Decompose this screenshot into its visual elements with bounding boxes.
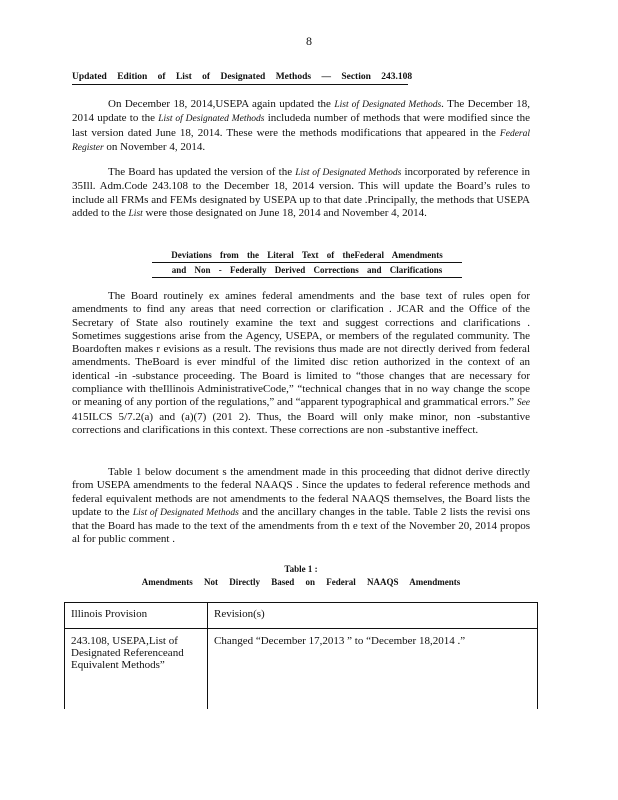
p3-text-c: 415ILCS 5/7.2(a) and (a)(7) (201 2). Thus, the Board will only make minor, non -substantive corrections and clarifications in this context. These corrections are non -substantive ineffect. (72, 410, 530, 436)
p4-text-c: and the ancillary changes in the table. Table 2 lists the revisi ons that the Board has made to the text of the amendments from th e text of the November 20, 2014 propos al for public comment . (72, 505, 530, 546)
p1-text-e: includeda number of methods that were modified since the last version dated June 18, 2014. These were the methods modifications that appeared in the (72, 112, 530, 139)
paragraph-4 (72, 466, 530, 547)
p1-text-a: On December 18, 2014,USEPA again updated the (108, 98, 335, 110)
subheading-line-1: Deviations from the Literal Text of theFederal Amendments (152, 248, 462, 263)
p4-italic-b: List of Designated Methods (132, 507, 239, 518)
p2-italic-b: List of Designated Methods (295, 168, 402, 178)
table-row (65, 629, 538, 710)
subheading (152, 248, 462, 278)
p1-italic-d: List of Designated Methods (158, 114, 265, 125)
p1-italic-f: Federal Register (72, 128, 530, 153)
p3-italic-b: See (516, 398, 530, 409)
paragraph-2 (72, 166, 530, 221)
table-header-revisions: Revision(s) (208, 603, 538, 629)
table-cell-revision: Changed “December 17,2013 ” to “December 18,2014 .” (208, 629, 538, 710)
paragraph-3 (72, 290, 530, 437)
p2-text-a: The Board has updated the version of the (108, 166, 296, 178)
p2-text-c: incorporated by reference in 35Ill. Adm.Code 243.108 to the December 18, 2014 version. This will update the Board’s rules to include all FRMs and FEMs designated by USEPA up to that date .Principally, the methods that USEPA added to the (72, 166, 531, 219)
p3-text-a: The Board routinely ex amines federal amendments and the base text of rules open for amendments to find any areas that need correction or clarification . JCAR and the Office of the Secretary of State also routinely examine the text and suggest corrections and clarifications . Sometimes suggestions arise from the Agency, USEPA, or members of the regulated community. The Boardoften makes r evisions as a result. The revisions thus made are not directly derived from federal amendments. TheBoard is ever mindful of the limited disc retion authorized in the context of an identical -in -substance proceeding. The Board is limited to “those changes that are necessary for compliance with theIllinois AdministrativeCode,” “technical changes that in no way change the scope or meaning of any portion of the regulations,” and “apparent typographical and grammatical errors.” (72, 290, 530, 409)
table-header-provision: Illinois Provision (65, 603, 208, 629)
table-caption-title: Table 1 : (284, 564, 318, 574)
amendments-table (64, 602, 538, 709)
section-heading: Updated Edition of List of Designated Methods — Section 243.108 (72, 72, 408, 85)
p1-text-c: . The December 18, 2014 update to the (72, 98, 530, 125)
p2-italic-d: List (128, 208, 143, 219)
p2-text-e: were those designated on June 18, 2014 and November 4, 2014. (142, 206, 427, 219)
table-caption-subtitle: Amendments Not Directly Based on Federal NAAQS Amendments (141, 577, 461, 587)
p4-text-a: Table 1 below document s the amendment made in this proceeding that didnot derive directly from USEPA amendments to the federal NAAQS . Since the updates to federal reference methods and federal equivalent methods are not amendments to the federal NAAQS themselves, the Board lists the update to the (72, 466, 530, 518)
p1-italic-b: List of Designated Methods (334, 100, 442, 110)
table-caption (72, 563, 530, 589)
p1-text-g: on November 4, 2014. (103, 140, 206, 153)
table-cell-provision: 243.108, USEPA,List of Designated Referenceand Equivalent Methods” (65, 629, 208, 710)
subheading-line-2: and Non - Federally Derived Corrections and Clarifications (152, 263, 462, 278)
page-number: 8 (306, 34, 312, 48)
paragraph-1 (72, 98, 530, 155)
table-header-row (65, 603, 538, 629)
